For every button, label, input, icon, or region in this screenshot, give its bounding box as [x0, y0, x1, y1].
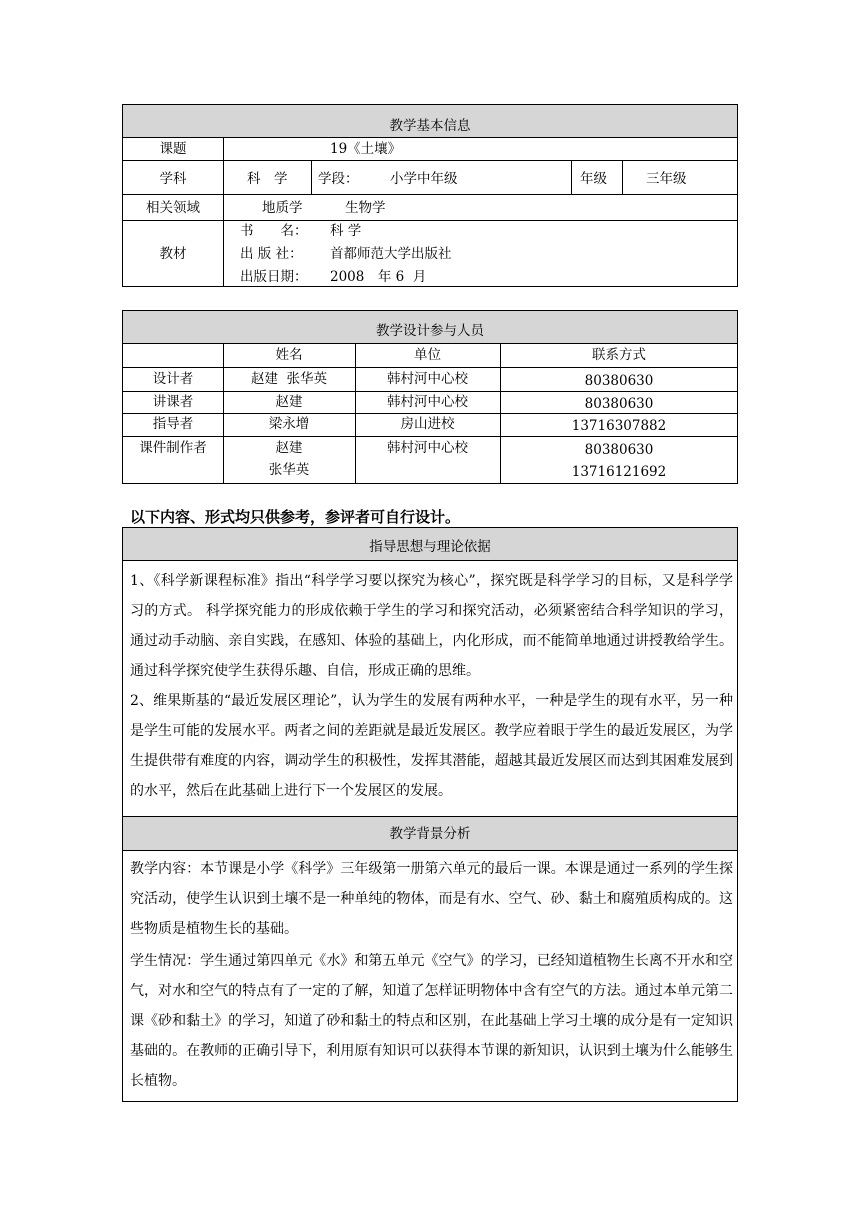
- participants-header: 教学设计参与人员: [376, 323, 484, 339]
- grade-value: 三年级: [646, 171, 687, 187]
- guide-paragraph-2: 2、维果斯基的“最近发展区理论”，认为学生的发展有两种水平，一种是学生的现有水平，另一种是学生可能的发展水平。两者之间的差距就是最近发展区。教学应着眼于学生的最近发展区，为学生提供带有难度的内容，调动学生的积极性，发挥其潜能，超越其最近发展区而达到其困难发展到的水平，然后在此基础上进行下一个发展区的发展。: [130, 693, 733, 799]
- background-paragraph-2: 学生情况：学生通过第四单元《水》和第五单元《空气》的学习，已经知道植物生长离不开水和空气，对水和空气的特点有了一定的了解，知道了怎样证明物体中含有空气的方法。通过本单元第二课《砂和黏土》的学习，知道了砂和黏土的特点和区别，在此基础上学习土壤的成分是有一定知识基础的。在教师的正确引导下，利用原有知识可以获得本节课的新知识，认识到土壤为什么能够生长植物。: [130, 953, 733, 1089]
- row-role: 讲课者: [152, 394, 194, 410]
- row-name: 赵建 张华英: [250, 371, 328, 387]
- col-name-header: 姓名: [275, 347, 303, 363]
- background-paragraph-1: 教学内容：本节课是小学《科学》三年级第一册第六单元的最后一课。本课是通过一系列的学生探究活动，使学生认识到土壤不是一种单纯的物体，而是有水、空气、砂、黏土和腐殖质构成的。这些物质是植物生长的基础。: [130, 861, 733, 937]
- field-label: 相关领域: [146, 200, 200, 216]
- row-unit: 韩村河中心校: [387, 440, 468, 456]
- row-contact: 80380630: [584, 396, 654, 412]
- book-label: 书 名：: [240, 223, 308, 239]
- grade-label: 年级: [580, 171, 607, 187]
- reference-note: 以下内容、形式均只供参考，参评者可自行设计。: [130, 508, 461, 526]
- row-name-second: 张华英: [268, 462, 310, 478]
- guide-paragraph-1: 1、《科学新课程标准》指出“科学学习要以探究为核心”，探究既是科学学习的目标，又是科学学习的方式。 科学探究能力的形成依赖于学生的学习和探究活动，必须紧密结合科学知识的学习，通过动手动脑、亲自实践，在感知、体验的基础上，内化形成，而不能简单地通过讲授教给学生。通过科学探究使学生获得乐趣、自信，形成正确的思维。: [130, 573, 733, 679]
- subject-value: 科 学: [247, 171, 288, 187]
- textbook-label: 教材: [159, 246, 187, 262]
- row-name: 梁永增: [268, 416, 310, 432]
- date-label: 出版日期：: [240, 269, 308, 285]
- row-unit: 房山进校: [400, 416, 455, 432]
- date-value: 2008 年 6 月: [330, 269, 427, 285]
- subject-label: 学科: [159, 171, 187, 187]
- basic-info-header: 教学基本信息: [389, 118, 471, 134]
- topic-value: 19《土壤》: [330, 141, 402, 157]
- topic-label: 课题: [159, 141, 187, 157]
- row-contact: 80380630: [584, 442, 654, 458]
- row-role: 指导者: [152, 416, 194, 432]
- row-contact-second: 13716121692: [571, 464, 667, 480]
- book-value: 科 学: [330, 223, 362, 239]
- row-contact: 80380630: [584, 373, 654, 389]
- col-contact-header: 联系方式: [592, 347, 646, 363]
- publisher-value: 首都师范大学出版社: [330, 246, 452, 262]
- stage-value: 小学中年级: [390, 171, 458, 187]
- background-header: 教学背景分析: [389, 826, 471, 842]
- row-contact: 13716307882: [571, 418, 667, 434]
- row-role: 课件制作者: [139, 440, 207, 456]
- row-name: 赵建: [275, 394, 303, 410]
- publisher-label: 出 版 社：: [240, 246, 303, 262]
- row-unit: 韩村河中心校: [387, 371, 468, 387]
- field-value-biology: 生物学: [345, 200, 386, 216]
- field-value-geology: 地质学: [262, 200, 303, 216]
- row-role: 设计者: [152, 371, 194, 387]
- col-unit-header: 单位: [414, 347, 441, 363]
- guide-header: 指导思想与理论依据: [369, 539, 491, 555]
- row-unit: 韩村河中心校: [387, 394, 468, 410]
- row-name: 赵建: [275, 440, 303, 456]
- stage-label: 学段：: [318, 171, 359, 187]
